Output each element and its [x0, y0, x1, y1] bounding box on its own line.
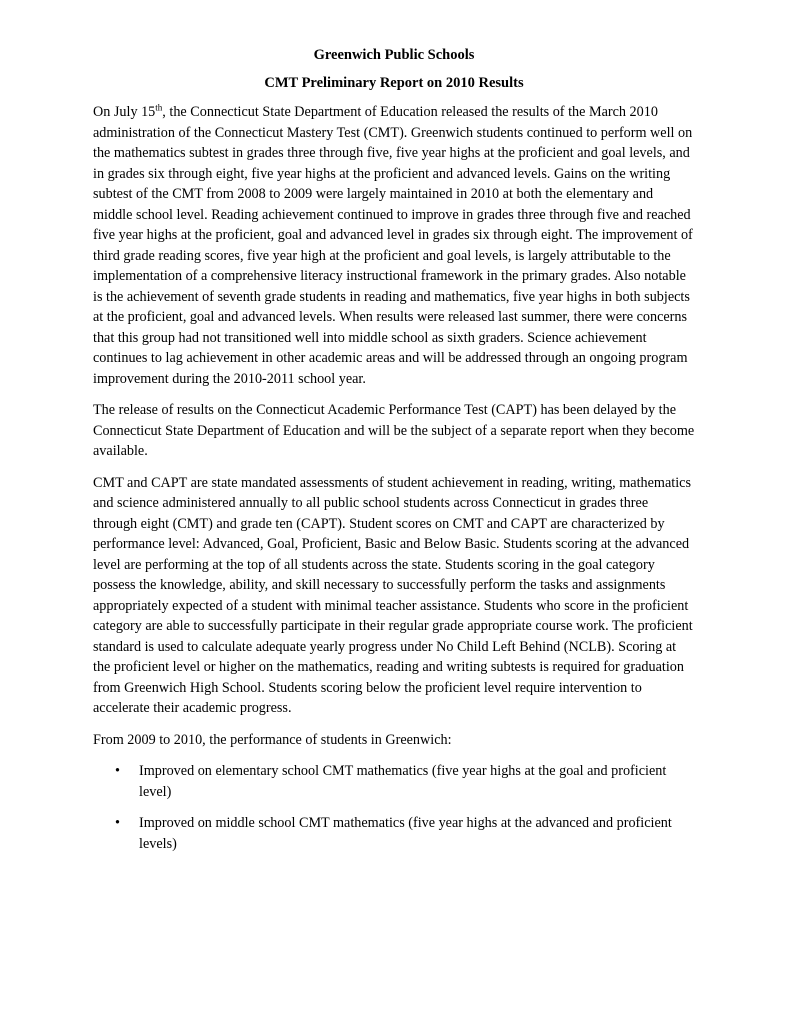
lead-in-paragraph: From 2009 to 2010, the performance of students in Greenwich: [93, 731, 452, 748]
intro-paragraph [93, 102, 695, 389]
bullet-text: Improved on elementary school CMT mathematics (five year highs at the goal and proficient level) [139, 763, 667, 800]
bullet-marker: • [115, 763, 120, 779]
report-title-heading: CMT Preliminary Report on 2010 Results [264, 75, 524, 91]
bullet-text: Improved on middle school CMT mathematics (five year highs at the advanced and proficient levels) [139, 815, 672, 852]
definitions-paragraph: CMT and CAPT are state mandated assessments of student achievement in reading, writing, mathematics and science administered annually to all public school students across Connecticut in grades three through eight (CMT) and grade ten (CAPT). Student scores on CMT and CAPT are characterized by performance level: Advanced, Goal, Proficient, Basic and Below Basic. Students scoring at the advanced level are performing at the top of all students across the state. Students scoring in the goal category possess the knowledge, ability, and skill necessary to successfully perform the tasks and assignments appropriately expected of a student with minimal teacher assistance. Students who score in the proficient category are able to successfully participate in their regular grade appropriate course work. The proficient standard is used to calculate adequate yearly progress under No Child Left Behind (NCLB). Scoring at the proficient level or higher on the mathematics, reading and writing subtests is required for graduation from Greenwich High School. Students scoring below the proficient level require intervention to accelerate their academic progress. [93, 474, 693, 716]
list-item [93, 813, 695, 854]
bullet-marker: • [115, 815, 120, 831]
capt-paragraph: The release of results on the Connecticut Academic Performance Test (CAPT) has been delayed by the Connecticut State Department of Education and will be the subject of a separate report when they become available. [93, 402, 695, 459]
intro-body: , the Connecticut State Department of Education released the results of the March 2010 administration of the Connecticut Mastery Test (CMT). Greenwich students continued to perform well on the mathematics subtest in grades three through five, five year highs at the proficient and goal levels, and in grades six through eight, five year highs at the proficient and advanced levels. Gains on the writing subtest of the CMT from 2008 to 2009 were largely maintained in 2010 at both the elementary and middle school level. Reading achievement continued to improve in grades three through five and reached five year highs at the proficient, goal and advanced level in grades six through eight. The improvement of third grade reading scores, five year high at the proficient and goal levels, is largely attributable to the implementation of a comprehensive literacy instructional framework in the primary grades. Also notable is the achievement of seventh grade students in reading and mathematics, five year highs in both subjects at the proficient, goal and advanced levels. When results were released last summer, there were concerns that this group had not transitioned well into middle school as sixth graders. Science achievement continues to lag achievement in other academic areas and will be addressed through an ongoing program improvement during the 2010-2011 school year. [93, 104, 693, 387]
list-item [93, 761, 695, 802]
intro-ordinal-suffix: th [155, 102, 163, 113]
intro-prefix: On July 15 [93, 104, 156, 120]
school-name-heading: Greenwich Public Schools [313, 47, 475, 63]
document-page [93, 44, 695, 865]
results-bullet-list [93, 761, 695, 854]
